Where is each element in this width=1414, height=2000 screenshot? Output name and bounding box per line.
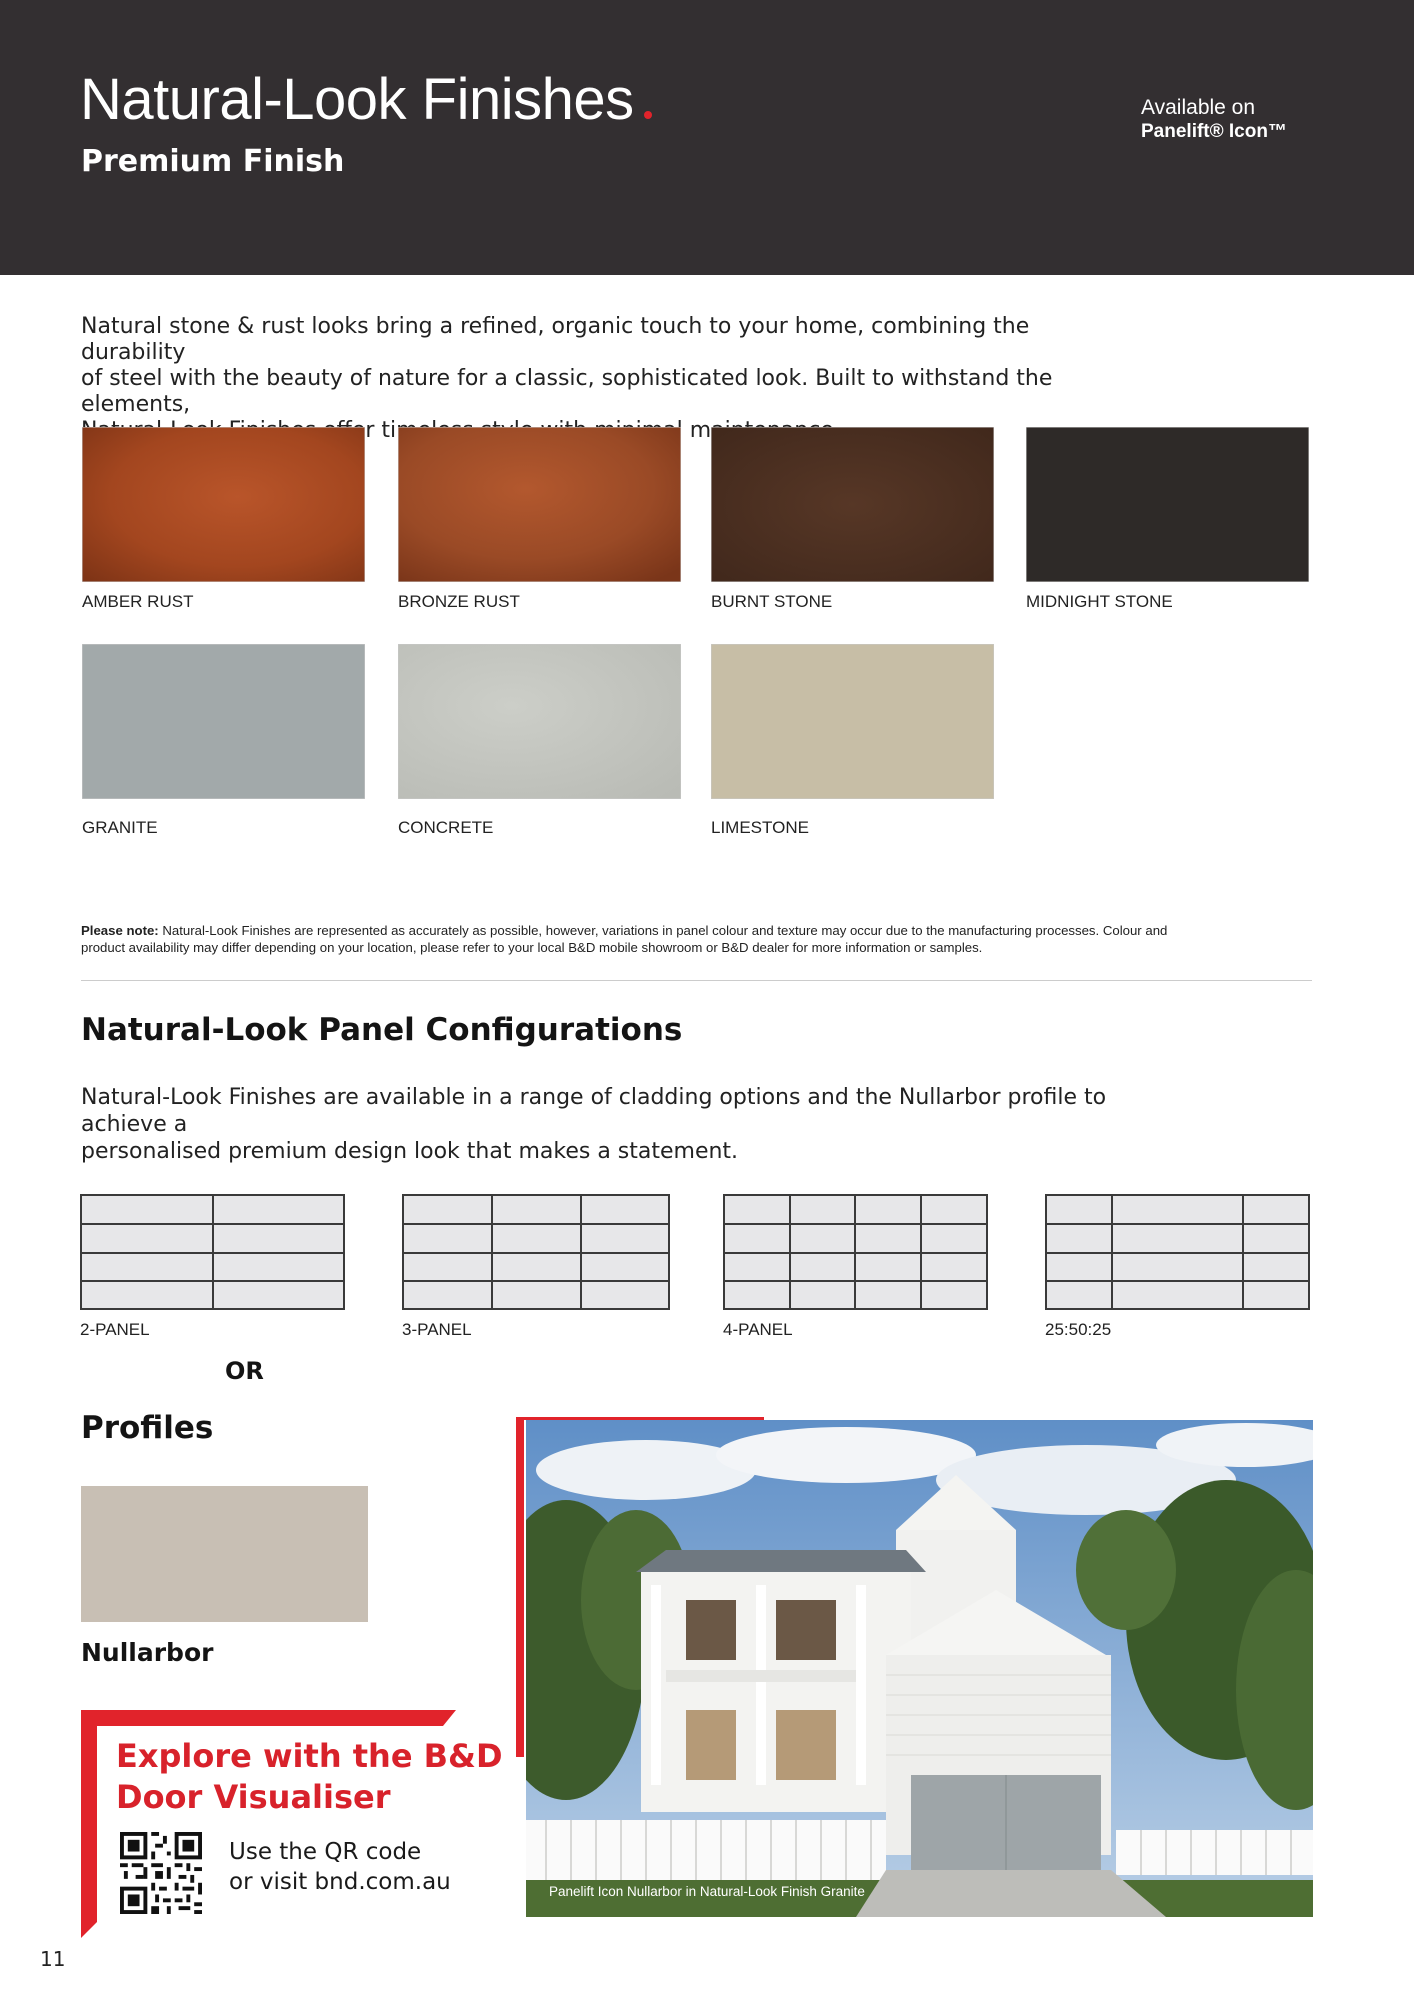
panel-diagram-25-50-25	[1045, 1194, 1310, 1310]
header-banner	[0, 0, 1414, 275]
swatch-label: MIDNIGHT STONE	[1026, 592, 1173, 611]
configurations-line: Natural-Look Finishes are available in a range of cladding options and the Nullarbor profile to achieve a	[81, 1085, 1107, 1137]
photo-caption: Panelift Icon Nullarbor in Natural-Look Finish Granite	[549, 1884, 865, 1899]
intro-line: Natural stone & rust looks bring a refined, organic touch to your home, combining the durability	[81, 314, 1030, 365]
swatch-limestone	[711, 644, 994, 799]
disclaimer-line	[81, 922, 1311, 939]
page-number: 11	[40, 1947, 66, 1971]
swatch-bronze-rust	[398, 427, 681, 582]
swatch-burnt-stone	[711, 427, 994, 582]
profile-swatch-nullarbor	[81, 1486, 368, 1622]
panel-label: 2-PANEL	[80, 1320, 150, 1339]
disclaimer-note	[81, 922, 1311, 956]
swatch-label: CONCRETE	[398, 818, 494, 837]
visualiser-title-line: Explore with the B&D	[116, 1737, 503, 1775]
configurations-line: personalised premium design look that makes a statement.	[81, 1139, 739, 1164]
panel-label: 4-PANEL	[723, 1320, 793, 1339]
swatch-amber-rust	[82, 427, 365, 582]
house-photo	[526, 1420, 1313, 1917]
or-separator: OR	[225, 1357, 264, 1385]
swatch-label: BURNT STONE	[711, 592, 833, 611]
visualiser-text-line: Use the QR code	[229, 1839, 422, 1865]
swatch-concrete	[398, 644, 681, 799]
panel-diagram-4-panel	[723, 1194, 988, 1310]
panel-diagram-3-panel	[402, 1194, 670, 1310]
page-subtitle: Premium Finish	[81, 144, 345, 179]
qr-code-icon[interactable]	[118, 1832, 204, 1914]
configurations-heading: Natural-Look Panel Configurations	[81, 1012, 683, 1048]
swatch-label: LIMESTONE	[711, 818, 809, 837]
availability-note	[1141, 96, 1287, 143]
panel-label: 3-PANEL	[402, 1320, 472, 1339]
swatch-label: GRANITE	[82, 818, 158, 837]
configurations-paragraph	[81, 1084, 1181, 1165]
disclaimer-line: product availability may differ depending on your location, please refer to your local B&D mobile showroom or B&D dealer for more information or samples.	[81, 940, 983, 955]
swatch-label: AMBER RUST	[82, 592, 194, 611]
page-title-text: Natural-Look Finishes	[80, 67, 634, 132]
swatch-midnight-stone	[1026, 427, 1309, 582]
profiles-heading: Profiles	[81, 1410, 214, 1446]
visualiser-title	[116, 1736, 503, 1818]
swatch-granite	[82, 644, 365, 799]
visualiser-text	[229, 1837, 451, 1897]
panel-label: 25:50:25	[1045, 1320, 1112, 1339]
visualiser-title-line: Door Visualiser	[116, 1778, 391, 1816]
profile-name: Nullarbor	[81, 1638, 214, 1667]
visualiser-text-line: or visit bnd.com.au	[229, 1869, 451, 1895]
swatch-label: BRONZE RUST	[398, 592, 520, 611]
divider	[81, 980, 1312, 981]
title-accent-dot	[644, 111, 652, 119]
availability-product: Panelift® Icon™	[1141, 121, 1287, 142]
photo-accent-vertical	[516, 1417, 524, 1757]
intro-paragraph	[81, 314, 1131, 444]
disclaimer-label: Please note:	[81, 923, 159, 938]
page-title	[80, 66, 652, 133]
intro-line: of steel with the beauty of nature for a classic, sophisticated look. Built to withstand the elements,	[81, 366, 1053, 417]
disclaimer-text: Natural-Look Finishes are represented as accurately as possible, however, variations in panel colour and texture may occur due to the manufacturing processes. Colour and	[162, 923, 1168, 938]
availability-label: Available on	[1141, 96, 1256, 119]
panel-diagram-2-panel	[80, 1194, 345, 1310]
